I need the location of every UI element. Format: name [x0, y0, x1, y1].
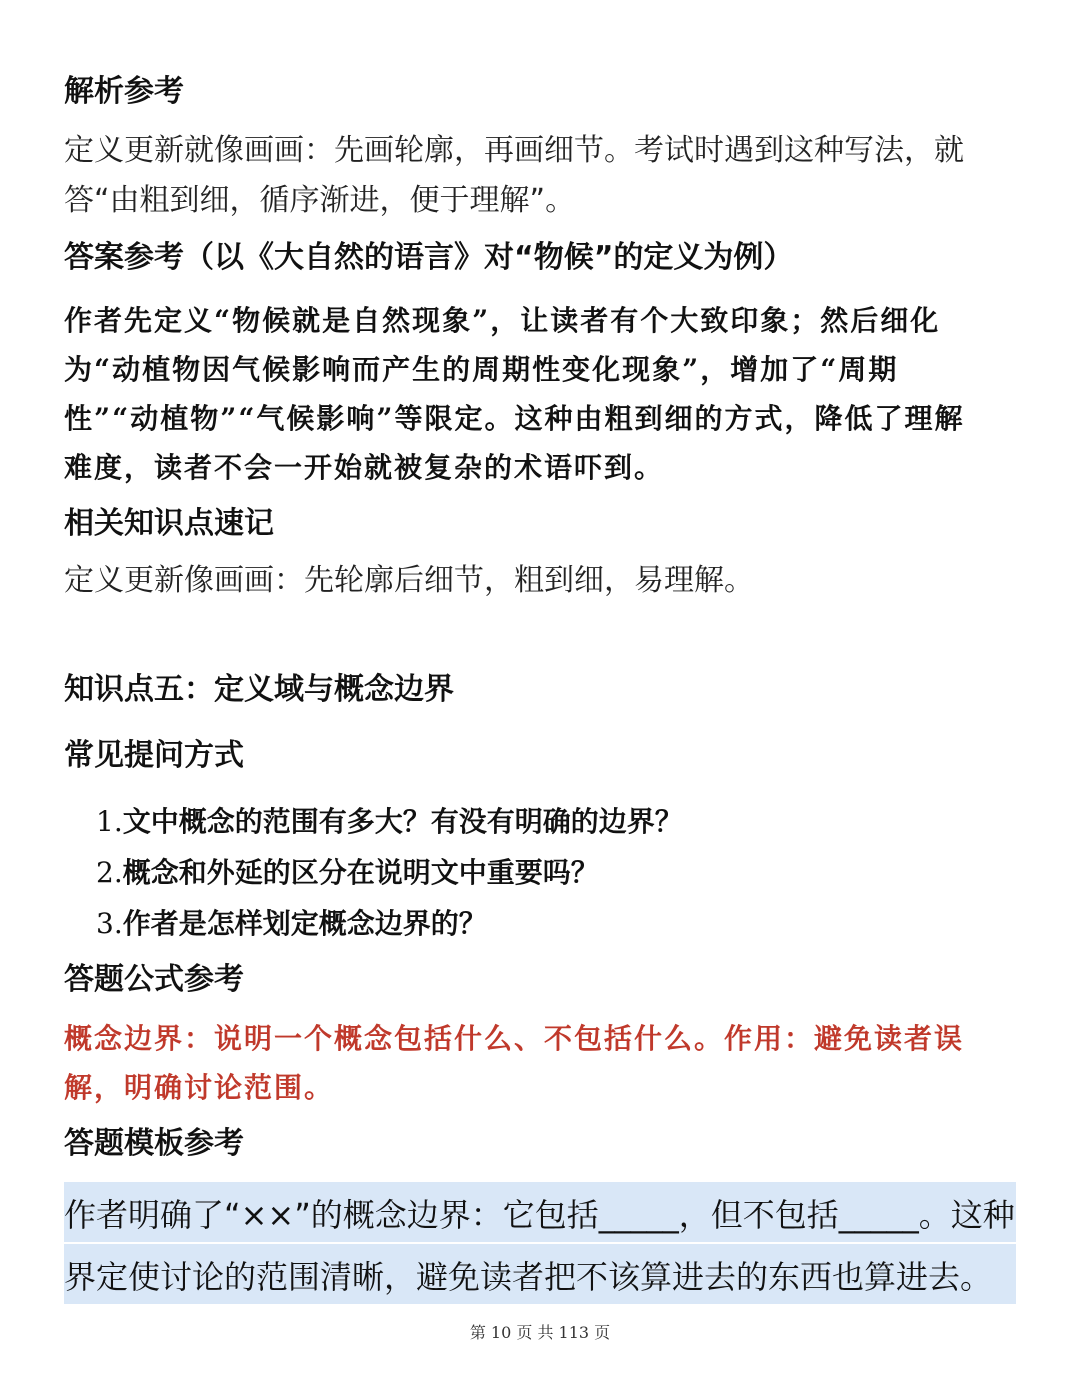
formula-text: 概念边界：说明一个概念包括什么、不包括什么。作用：避免读者误解，明确讨论范围。 — [64, 1022, 965, 1104]
question-text: 概念和外延的区分在说明文中重要吗？ — [122, 856, 599, 889]
list-number: 1. — [96, 805, 123, 838]
template-heading: 答题模板参考 — [64, 1126, 244, 1161]
analysis-heading: 解析参考 — [64, 74, 184, 109]
knowledge-point-title: 知识点五：定义域与概念边界 — [64, 672, 454, 707]
question-text: 作者是怎样划定概念边界的？ — [122, 907, 487, 940]
question-text: 文中概念的范围有多大？有没有明确的边界？ — [122, 805, 683, 838]
questions-heading: 常见提问方式 — [64, 738, 244, 773]
memo-text: 定义更新像画画：先轮廓后细节，粗到细，易理解。 — [64, 563, 754, 598]
questions-list — [96, 796, 683, 949]
formula-heading: 答题公式参考 — [64, 962, 244, 997]
memo-heading: 相关知识点速记 — [64, 506, 274, 541]
analysis-text: 定义更新就像画画：先画轮廓，再画细节。考试时遇到这种写法，就答“由粗到细，循序渐进，便于理解”。 — [64, 133, 964, 218]
answer-heading: 答案参考（以《大自然的语言》对“物候”的定义为例） — [64, 240, 794, 275]
template-text: 作者明确了“××”的概念边界：它包括_____，但不包括_____。这种界定使讨论的范围清晰，避免读者把不该算进去的东西也算进去。 — [64, 1196, 1015, 1296]
list-item — [96, 796, 683, 847]
page-footer: 第 10 页 共 113 页 — [469, 1323, 611, 1342]
list-number: 2. — [96, 856, 123, 889]
list-number: 3. — [96, 907, 123, 940]
list-item — [96, 847, 683, 898]
answer-text: 作者先定义“物候就是自然现象”，让读者有个大致印象；然后细化为“动植物因气候影响而产生的周期性变化现象”，增加了“周期性”“动植物”“气候影响”等限定。这种由粗到细的方式，降低了理解难度，读者不会一开始就被复杂的术语吓到。 — [64, 304, 965, 484]
list-item — [96, 898, 683, 949]
